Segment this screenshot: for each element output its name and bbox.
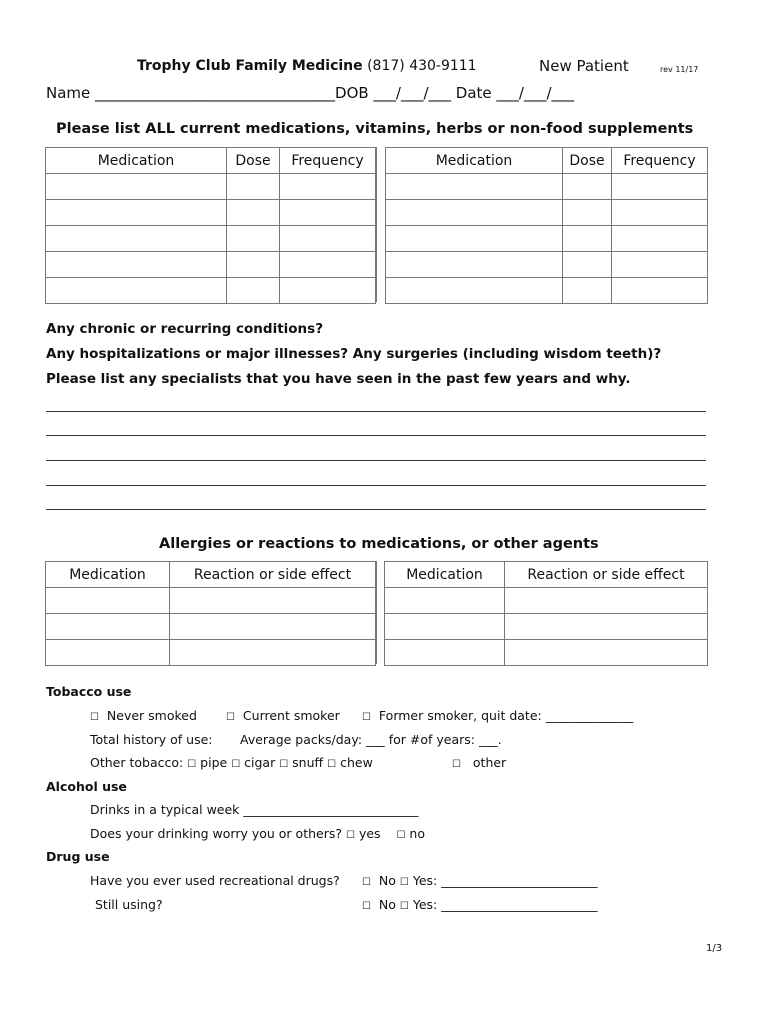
clinic-name: Trophy Club Family Medicine	[137, 58, 363, 74]
question-hospitalizations: Any hospitalizations or major illnesses? Any surgeries (including wisdom teeth)?	[46, 346, 662, 362]
option-no: No	[378, 873, 396, 888]
freq-cell[interactable]	[612, 278, 708, 304]
freq-cell[interactable]	[612, 226, 708, 252]
freq-cell[interactable]	[612, 174, 708, 200]
option-cigar: cigar	[244, 755, 276, 770]
answer-line[interactable]	[46, 411, 706, 412]
table-row	[46, 252, 376, 278]
dose-cell[interactable]	[227, 226, 280, 252]
answer-line[interactable]	[46, 509, 706, 510]
dose-cell[interactable]	[563, 174, 612, 200]
tobacco-current-option[interactable]	[226, 708, 340, 723]
col-medication: Medication	[385, 562, 505, 588]
med-cell[interactable]	[385, 614, 505, 640]
other-tobacco-row	[90, 755, 373, 770]
checkbox-icon[interactable]: ☐	[396, 830, 406, 841]
drug-ever-question: Have you ever used recreational drugs?	[90, 873, 340, 888]
freq-cell[interactable]	[280, 174, 376, 200]
table-row	[386, 226, 708, 252]
other-option[interactable]	[452, 755, 506, 770]
med-cell[interactable]	[386, 252, 563, 278]
checkbox-icon[interactable]: ☐	[362, 877, 371, 888]
option-snuff: snuff	[292, 755, 324, 770]
dose-cell[interactable]	[227, 252, 280, 278]
checkbox-icon[interactable]: ☐	[279, 759, 289, 770]
table-row	[46, 174, 376, 200]
allergies-table-left	[45, 561, 376, 666]
clinic-header	[137, 58, 477, 74]
medications-title: Please list ALL current medications, vitamins, herbs or non-food supplements	[56, 121, 694, 137]
dose-cell[interactable]	[227, 200, 280, 226]
tobacco-title: Tobacco use	[46, 684, 132, 699]
option-yes-field[interactable]: Yes: _________________________	[412, 873, 598, 888]
question-specialists: Please list any specialists that you have seen in the past few years and why.	[46, 371, 631, 387]
table-row	[46, 278, 376, 304]
worry-question: Does your drinking worry you or others?	[90, 826, 342, 841]
option-pipe: pipe	[200, 755, 228, 770]
med-cell[interactable]	[46, 174, 227, 200]
checkbox-icon[interactable]: ☐	[362, 901, 371, 912]
drug-still-question: Still using?	[95, 897, 163, 912]
table-row	[385, 640, 708, 666]
freq-cell[interactable]	[280, 252, 376, 278]
reaction-cell[interactable]	[170, 640, 376, 666]
page-number: 1/3	[706, 943, 723, 954]
question-chronic: Any chronic or recurring conditions?	[46, 321, 324, 337]
table-row	[386, 174, 708, 200]
table-row	[46, 614, 376, 640]
col-dose: Dose	[227, 148, 280, 174]
dose-cell[interactable]	[563, 226, 612, 252]
dose-cell[interactable]	[563, 200, 612, 226]
dose-cell[interactable]	[227, 278, 280, 304]
dose-cell[interactable]	[227, 174, 280, 200]
table-row	[386, 252, 708, 278]
reaction-cell[interactable]	[505, 614, 708, 640]
checkbox-icon[interactable]: ☐	[90, 712, 99, 723]
freq-cell[interactable]	[280, 226, 376, 252]
med-cell[interactable]	[386, 174, 563, 200]
allergies-title: Allergies or reactions to medications, or other agents	[159, 536, 599, 552]
table-row	[46, 200, 376, 226]
col-medication: Medication	[46, 148, 227, 174]
checkbox-icon[interactable]: ☐	[399, 901, 409, 912]
table-row	[386, 278, 708, 304]
option-other: other	[472, 755, 507, 770]
med-cell[interactable]	[46, 226, 227, 252]
col-frequency: Frequency	[612, 148, 708, 174]
form-type: New Patient	[539, 57, 629, 75]
reaction-cell[interactable]	[170, 614, 376, 640]
drinks-per-week-field[interactable]: Drinks in a typical week ____________________________	[90, 802, 419, 817]
option-no: no	[409, 826, 425, 841]
allergies-table-right	[384, 561, 708, 666]
drug-still-options	[362, 897, 597, 912]
alcohol-title: Alcohol use	[46, 779, 127, 794]
col-medication: Medication	[46, 562, 170, 588]
revision-label: rev 11/17	[660, 65, 699, 74]
col-frequency: Frequency	[280, 148, 376, 174]
med-cell[interactable]	[46, 252, 227, 278]
checkbox-icon[interactable]: ☐	[231, 759, 241, 770]
freq-cell[interactable]	[280, 278, 376, 304]
other-tobacco-label: Other tobacco:	[90, 755, 184, 770]
reaction-cell[interactable]	[505, 640, 708, 666]
answer-line[interactable]	[46, 435, 706, 436]
checkbox-icon[interactable]: ☐	[362, 712, 371, 723]
tobacco-history-label: Total history of use:	[90, 732, 213, 747]
med-cell[interactable]	[46, 588, 170, 614]
table-row	[385, 614, 708, 640]
med-cell[interactable]	[46, 640, 170, 666]
patient-info-line[interactable]: Name ________________________________DOB ___/___/___ Date ___/___/___	[46, 84, 575, 102]
med-cell[interactable]	[385, 588, 505, 614]
freq-cell[interactable]	[612, 200, 708, 226]
option-yes: yes	[358, 826, 381, 841]
col-medication: Medication	[386, 148, 563, 174]
checkbox-icon[interactable]: ☐	[345, 830, 355, 841]
reaction-cell[interactable]	[505, 588, 708, 614]
option-chew: chew	[340, 755, 373, 770]
drinking-worry-row	[90, 826, 425, 841]
med-cell[interactable]	[386, 278, 563, 304]
med-cell[interactable]	[46, 278, 227, 304]
table-row	[46, 226, 376, 252]
reaction-cell[interactable]	[170, 588, 376, 614]
option-label: Current smoker	[242, 708, 340, 723]
option-no: No	[378, 897, 396, 912]
med-cell[interactable]	[386, 200, 563, 226]
drug-title: Drug use	[46, 849, 110, 864]
table-row	[46, 640, 376, 666]
med-cell[interactable]	[385, 640, 505, 666]
checkbox-icon[interactable]: ☐	[399, 877, 409, 888]
tobacco-never-option[interactable]	[90, 708, 197, 723]
option-label: Never smoked	[106, 708, 197, 723]
med-cell[interactable]	[46, 200, 227, 226]
checkbox-icon[interactable]: ☐	[226, 712, 235, 723]
checkbox-icon[interactable]: ☐	[452, 759, 461, 770]
option-yes-field[interactable]: Yes: _________________________	[412, 897, 598, 912]
answer-line[interactable]	[46, 460, 706, 461]
medications-table-right	[385, 147, 708, 304]
dose-cell[interactable]	[563, 252, 612, 278]
col-dose: Dose	[563, 148, 612, 174]
option-label: Former smoker, quit date: ______________	[378, 708, 634, 723]
table-row	[386, 200, 708, 226]
med-cell[interactable]	[386, 226, 563, 252]
med-cell[interactable]	[46, 614, 170, 640]
clinic-phone: (817) 430-9111	[367, 58, 477, 74]
freq-cell[interactable]	[612, 252, 708, 278]
medications-table-left	[45, 147, 376, 304]
tobacco-packs-field[interactable]: Average packs/day: ___ for #of years: ___.	[240, 732, 502, 747]
col-reaction: Reaction or side effect	[505, 562, 708, 588]
freq-cell[interactable]	[280, 200, 376, 226]
checkbox-icon[interactable]: ☐	[327, 759, 337, 770]
table-row	[385, 588, 708, 614]
drug-ever-options	[362, 873, 597, 888]
tobacco-former-option[interactable]	[362, 708, 633, 723]
answer-line[interactable]	[46, 485, 706, 486]
dose-cell[interactable]	[563, 278, 612, 304]
checkbox-icon[interactable]: ☐	[187, 759, 197, 770]
table-row	[46, 588, 376, 614]
col-reaction: Reaction or side effect	[170, 562, 376, 588]
